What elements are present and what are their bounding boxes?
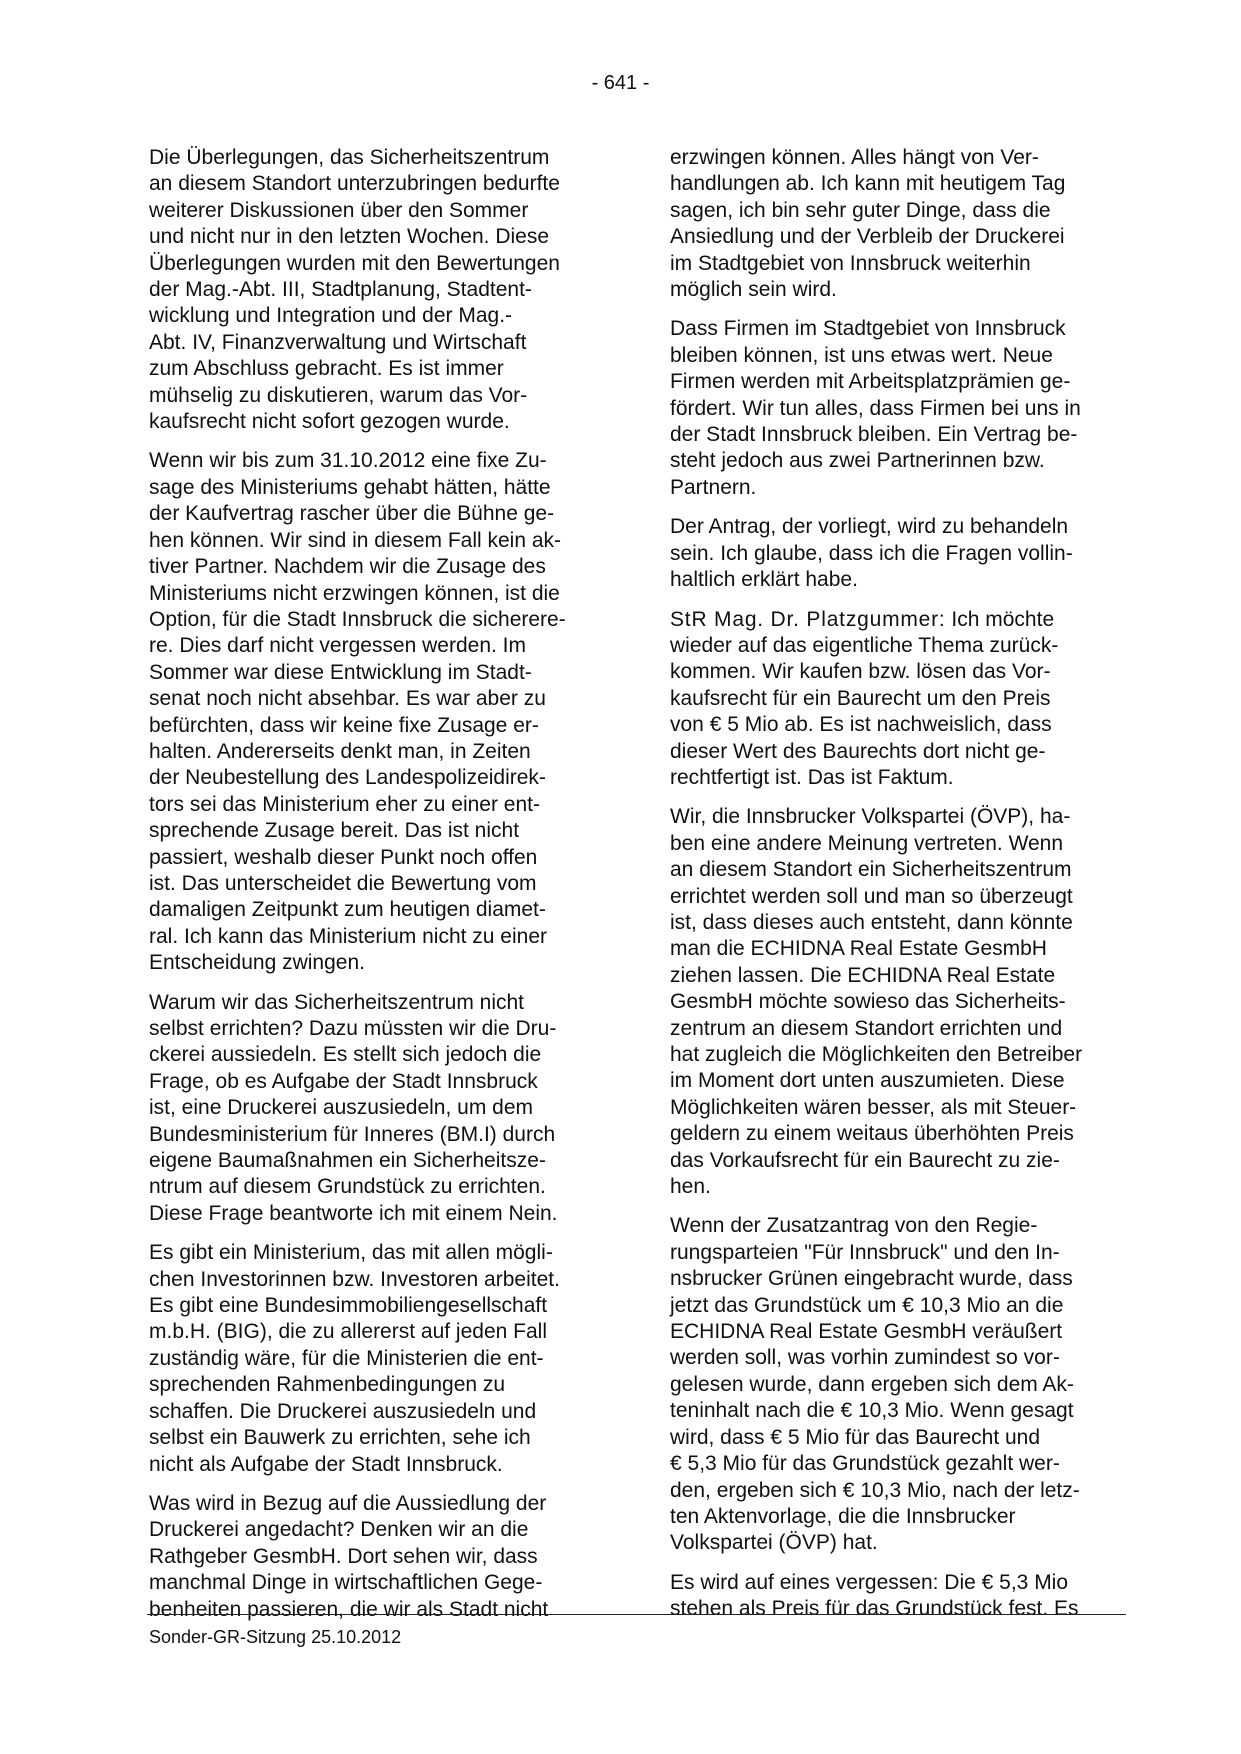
paragraph: Wenn wir bis zum 31.10.2012 eine fixe Zu- sage des Ministeriums gehabt hätten, hätte der Kaufvertrag rascher über die Bühne ge- hen können. Wir sind in diesem Fall kein ak- tiver Partner. Nachdem wir die Zusage des Ministeriums nicht erzwingen können, ist die Option, für die Stadt Innsbruck die sicherere- re. Dies darf nicht vergessen werden. Im Sommer war diese Entwicklung im Stadt- senat noch nicht absehbar. Es war aber zu befürchten, dass wir keine fixe Zusage er- halten. Andererseits denkt man, in Zeiten der Neubestellung des Landespolizeidirek- tors sei das Ministerium eher zu einer ent- sprechende Zusage bereit. Das ist nicht passiert, weshalb dieser Punkt noch offen ist. Das unterscheidet die Bewertung vom damaligen Zeitpunkt zum heutigen diamet- ral. Ich kann das Ministerium nicht zu einer Entscheidung zwingen. bbox=[149, 449, 566, 975]
speaker-text: Ich möchte wieder auf das eigentliche Thema zurück- kommen. Wir kaufen bzw. lösen das Vor- kaufsrecht für ein Baurecht um den Preis von € 5 Mio ab. Es ist nachweislich, dass dieser Wert des Baurechts dort nicht ge- rechtfertigt ist. Das ist Faktum. bbox=[670, 607, 1059, 789]
footer-divider bbox=[147, 1614, 1126, 1615]
speaker-paragraph bbox=[670, 607, 1122, 792]
right-column bbox=[670, 145, 1122, 1636]
paragraph: Wenn der Zusatzantrag von den Regie- rungsparteien "Für Innsbruck" und den In- nsbrucker Grünen eingebracht wurde, dass jetzt das Grundstück um € 10,3 Mio an die ECHIDNA Real Estate GesmbH veräußert werden soll, was vorhin zumindest so vor- gelesen wurde, dann ergeben sich dem Ak- teninhalt nach die € 10,3 Mio. Wenn gesagt wird, dass € 5 Mio für das Baurecht und € 5,3 Mio für das Grundstück gezahlt wer- den, ergeben sich € 10,3 Mio, nach der letz- ten Aktenvorlage, die die Innsbrucker Volkspartei (ÖVP) hat. bbox=[670, 1214, 1080, 1555]
paragraph: Es wird auf eines vergessen: Die € 5,3 Mio stehen als Preis für das Grundstück fest. Es bbox=[670, 1570, 1079, 1621]
paragraph: Die Überlegungen, das Sicherheitszentrum an diesem Standort unterzubringen bedurfte weiterer Diskussionen über den Sommer und nicht nur in den letzten Wochen. Diese Überlegungen wurden mit den Bewertungen der Mag.-Abt. III, Stadtplanung, Stadtent- wicklung und Integration und der Mag.- Abt. IV, Finanzverwaltung und Wirtschaft zum Abschluss gebracht. Es ist immer mühselig zu diskutieren, warum das Vor- kaufsrecht nicht sofort gezogen wurde. bbox=[149, 146, 560, 434]
left-column bbox=[149, 145, 601, 1636]
paragraph: Es gibt ein Ministerium, das mit allen mögli- chen Investorinnen bzw. Investoren arbeitet. Es gibt eine Bundesimmobiliengesellschaft m.b.H. (BIG), die zu allererst auf jeden Fall zuständig wäre, für die Ministerien die ent- sprechenden Rahmenbedingungen zu schaffen. Die Druckerei auszusiedeln und selbst ein Bauwerk zu errichten, sehe ich nicht als Aufgabe der Stadt Innsbruck. bbox=[149, 1241, 560, 1476]
paragraph: Dass Firmen im Stadtgebiet von Innsbruck bleiben können, ist uns etwas wert. Neue Firmen werden mit Arbeitsplatzprämien ge- fördert. Wir tun alles, dass Firmen bei uns in der Stadt Innsbruck bleiben. Ein Vertrag be- steht jedoch aus zwei Partnerinnen bzw. Partnern. bbox=[670, 317, 1081, 499]
speaker-name: StR Mag. Dr. Platzgummer: bbox=[670, 607, 946, 631]
paragraph: Was wird in Bezug auf die Aussiedlung der Druckerei angedacht? Denken wir an die Rathgeber GesmbH. Dort sehen wir, dass manchmal Dinge in wirtschaftlichen Gege- benheiten passieren, die wir als Stadt nicht bbox=[149, 1491, 549, 1621]
footer-text: Sonder-GR-Sitzung 25.10.2012 bbox=[149, 1627, 402, 1647]
page-number: - 641 - bbox=[591, 72, 650, 94]
paragraph: erzwingen können. Alles hängt von Ver- handlungen ab. Ich kann mit heutigem Tag sagen, ich bin sehr guter Dinge, dass die Ansiedlung und der Verbleib der Druckerei im Stadtgebiet von Innsbruck weiterhin möglich sein wird. bbox=[670, 146, 1066, 302]
paragraph: Wir, die Innsbrucker Volkspartei (ÖVP), ha- ben eine andere Meinung vertreten. Wenn an diesem Standort ein Sicherheitszentrum errichtet werden soll und man so überzeugt ist, dass dieses auch entsteht, dann könnte man die ECHIDNA Real Estate GesmbH ziehen lassen. Die ECHIDNA Real Estate GesmbH möchte sowieso das Sicherheits- zentrum an diesem Standort errichten und hat zugleich die Möglichkeiten den Betreiber im Moment dort unten auszumieten. Diese Möglichkeiten wären besser, als mit Steuer- geldern zu einem weitaus überhöhten Preis das Vorkaufsrecht für ein Baurecht zu zie- hen. bbox=[670, 805, 1083, 1199]
paragraph: Warum wir das Sicherheitszentrum nicht selbst errichten? Dazu müssten wir die Dru- ckerei aussiedeln. Es stellt sich jedoch die Frage, ob es Aufgabe der Stadt Innsbruck ist, eine Druckerei auszusiedeln, um dem Bundesministerium für Inneres (BM.I) durch eigene Baumaßnahmen ein Sicherheitsze- ntrum auf diesem Grundstück zu errichten. Diese Frage beantworte ich mit einem Nein. bbox=[149, 990, 558, 1225]
paragraph: Der Antrag, der vorliegt, wird zu behandeln sein. Ich glaube, dass ich die Fragen vollin- haltlich erklärt habe. bbox=[670, 515, 1073, 592]
